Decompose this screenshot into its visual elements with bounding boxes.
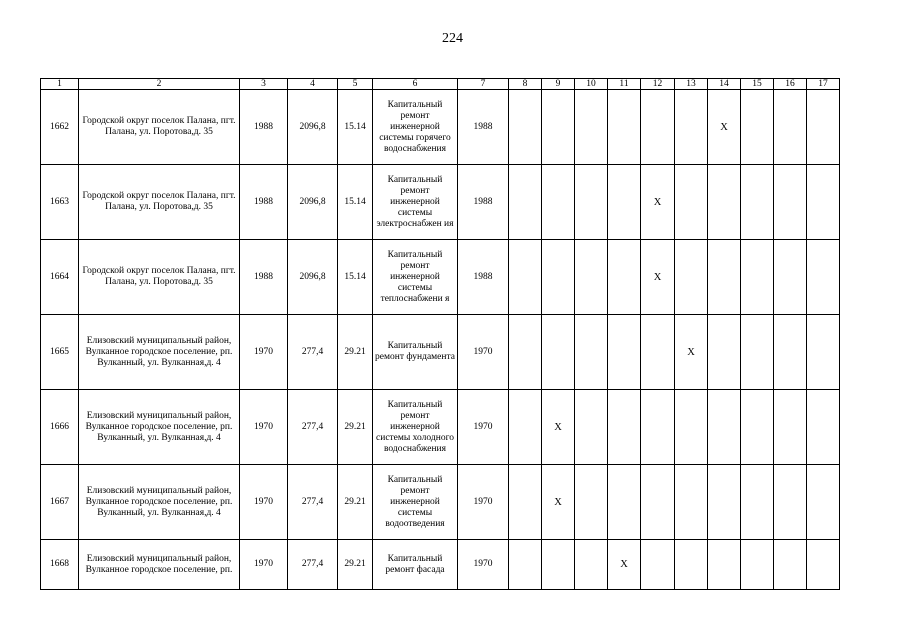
column-header-10: 10 xyxy=(575,79,608,90)
col5-cell: 29.21 xyxy=(338,465,373,540)
empty-cell xyxy=(641,390,675,465)
column-header-15: 15 xyxy=(741,79,774,90)
empty-cell xyxy=(509,90,542,165)
column-header-2: 2 xyxy=(79,79,240,90)
empty-cell xyxy=(542,90,575,165)
mark-cell: X xyxy=(675,315,708,390)
work-type-cell: Капитальный ремонт инженерной системы горячего водоснабжения xyxy=(373,90,458,165)
column-header-17: 17 xyxy=(807,79,840,90)
empty-cell xyxy=(807,315,840,390)
empty-cell xyxy=(608,90,641,165)
empty-cell xyxy=(741,165,774,240)
empty-cell xyxy=(509,390,542,465)
empty-cell xyxy=(509,240,542,315)
empty-cell xyxy=(675,465,708,540)
empty-cell xyxy=(509,315,542,390)
year-cell: 1988 xyxy=(240,165,288,240)
table-row xyxy=(41,390,840,465)
empty-cell xyxy=(641,90,675,165)
table-row xyxy=(41,165,840,240)
empty-cell xyxy=(774,540,807,590)
col5-cell: 15.14 xyxy=(338,90,373,165)
column-header-13: 13 xyxy=(675,79,708,90)
row-number: 1666 xyxy=(41,390,79,465)
empty-cell xyxy=(608,315,641,390)
empty-cell xyxy=(575,540,608,590)
empty-cell xyxy=(542,165,575,240)
page-number: 224 xyxy=(442,31,463,46)
column-header-16: 16 xyxy=(774,79,807,90)
col7-cell: 1970 xyxy=(458,390,509,465)
year-cell: 1970 xyxy=(240,390,288,465)
col7-cell: 1970 xyxy=(458,465,509,540)
empty-cell xyxy=(575,90,608,165)
empty-cell xyxy=(741,540,774,590)
mark-cell: X xyxy=(641,240,675,315)
mark-cell: X xyxy=(542,390,575,465)
empty-cell xyxy=(807,465,840,540)
empty-cell xyxy=(774,165,807,240)
repair-schedule-table xyxy=(40,78,840,590)
address-cell: Елизовский муниципальный район, Вулканное городское поселение, рп. Вулканный, ул. Вулканная,д. 4 xyxy=(79,315,240,390)
mark-cell: X xyxy=(608,540,641,590)
empty-cell xyxy=(708,540,741,590)
empty-cell xyxy=(675,165,708,240)
table-row xyxy=(41,540,840,590)
empty-cell xyxy=(774,465,807,540)
empty-cell xyxy=(509,540,542,590)
row-number: 1668 xyxy=(41,540,79,590)
column-header-6: 6 xyxy=(373,79,458,90)
row-number: 1664 xyxy=(41,240,79,315)
row-number: 1663 xyxy=(41,165,79,240)
year-cell: 1988 xyxy=(240,240,288,315)
area-cell: 277,4 xyxy=(288,315,338,390)
column-header-7: 7 xyxy=(458,79,509,90)
empty-cell xyxy=(542,315,575,390)
row-number: 1665 xyxy=(41,315,79,390)
empty-cell xyxy=(807,240,840,315)
column-header-11: 11 xyxy=(608,79,641,90)
empty-cell xyxy=(774,240,807,315)
area-cell: 277,4 xyxy=(288,540,338,590)
year-cell: 1970 xyxy=(240,315,288,390)
year-cell: 1970 xyxy=(240,540,288,590)
year-cell: 1970 xyxy=(240,465,288,540)
empty-cell xyxy=(708,165,741,240)
column-header-4: 4 xyxy=(288,79,338,90)
address-cell: Городской округ поселок Палана, пгт. Палана, ул. Поротова,д. 35 xyxy=(79,90,240,165)
empty-cell xyxy=(641,315,675,390)
area-cell: 2096,8 xyxy=(288,90,338,165)
col7-cell: 1970 xyxy=(458,540,509,590)
table-row xyxy=(41,90,840,165)
empty-cell xyxy=(774,315,807,390)
empty-cell xyxy=(741,465,774,540)
address-cell: Городской округ поселок Палана, пгт. Палана, ул. Поротова,д. 35 xyxy=(79,240,240,315)
column-header-14: 14 xyxy=(708,79,741,90)
area-cell: 277,4 xyxy=(288,465,338,540)
empty-cell xyxy=(509,165,542,240)
row-number: 1662 xyxy=(41,90,79,165)
empty-cell xyxy=(807,390,840,465)
empty-cell xyxy=(675,540,708,590)
empty-cell xyxy=(542,240,575,315)
col5-cell: 29.21 xyxy=(338,315,373,390)
mark-cell: X xyxy=(708,90,741,165)
empty-cell xyxy=(774,390,807,465)
empty-cell xyxy=(575,240,608,315)
work-type-cell: Капитальный ремонт инженерной системы водоотведения xyxy=(373,465,458,540)
empty-cell xyxy=(641,465,675,540)
table-row xyxy=(41,240,840,315)
column-header-9: 9 xyxy=(542,79,575,90)
empty-cell xyxy=(575,465,608,540)
mark-cell: X xyxy=(641,165,675,240)
row-number: 1667 xyxy=(41,465,79,540)
empty-cell xyxy=(807,540,840,590)
address-cell: Елизовский муниципальный район, Вулканное городское поселение, рп. xyxy=(79,540,240,590)
empty-cell xyxy=(708,390,741,465)
empty-cell xyxy=(675,240,708,315)
column-header-1: 1 xyxy=(41,79,79,90)
table-row xyxy=(41,465,840,540)
area-cell: 2096,8 xyxy=(288,165,338,240)
empty-cell xyxy=(608,465,641,540)
empty-cell xyxy=(708,240,741,315)
empty-cell xyxy=(675,90,708,165)
empty-cell xyxy=(509,465,542,540)
empty-cell xyxy=(807,165,840,240)
empty-cell xyxy=(608,165,641,240)
empty-cell xyxy=(708,465,741,540)
col7-cell: 1970 xyxy=(458,315,509,390)
column-header-12: 12 xyxy=(641,79,675,90)
col7-cell: 1988 xyxy=(458,90,509,165)
table-row xyxy=(41,315,840,390)
empty-cell xyxy=(608,240,641,315)
column-header-5: 5 xyxy=(338,79,373,90)
work-type-cell: Капитальный ремонт инженерной системы электроснабжен ия xyxy=(373,165,458,240)
col5-cell: 29.21 xyxy=(338,390,373,465)
empty-cell xyxy=(807,90,840,165)
empty-cell xyxy=(575,390,608,465)
column-header-3: 3 xyxy=(240,79,288,90)
empty-cell xyxy=(575,165,608,240)
column-number-row xyxy=(41,79,840,90)
year-cell: 1988 xyxy=(240,90,288,165)
col7-cell: 1988 xyxy=(458,165,509,240)
empty-cell xyxy=(708,315,741,390)
col5-cell: 15.14 xyxy=(338,165,373,240)
address-cell: Городской округ поселок Палана, пгт. Палана, ул. Поротова,д. 35 xyxy=(79,165,240,240)
address-cell: Елизовский муниципальный район, Вулканное городское поселение, рп. Вулканный, ул. Вулканная,д. 4 xyxy=(79,390,240,465)
empty-cell xyxy=(741,90,774,165)
col5-cell: 29.21 xyxy=(338,540,373,590)
work-type-cell: Капитальный ремонт фундамента xyxy=(373,315,458,390)
work-type-cell: Капитальный ремонт инженерной системы холодного водоснабжения xyxy=(373,390,458,465)
empty-cell xyxy=(608,390,641,465)
col5-cell: 15.14 xyxy=(338,240,373,315)
work-type-cell: Капитальный ремонт фасада xyxy=(373,540,458,590)
empty-cell xyxy=(741,240,774,315)
empty-cell xyxy=(675,390,708,465)
column-header-8: 8 xyxy=(509,79,542,90)
mark-cell: X xyxy=(542,465,575,540)
empty-cell xyxy=(641,540,675,590)
empty-cell xyxy=(575,315,608,390)
empty-cell xyxy=(741,390,774,465)
area-cell: 2096,8 xyxy=(288,240,338,315)
empty-cell xyxy=(741,315,774,390)
col7-cell: 1988 xyxy=(458,240,509,315)
area-cell: 277,4 xyxy=(288,390,338,465)
empty-cell xyxy=(774,90,807,165)
empty-cell xyxy=(542,540,575,590)
address-cell: Елизовский муниципальный район, Вулканное городское поселение, рп. Вулканный, ул. Вулканная,д. 4 xyxy=(79,465,240,540)
work-type-cell: Капитальный ремонт инженерной системы теплоснабжени я xyxy=(373,240,458,315)
